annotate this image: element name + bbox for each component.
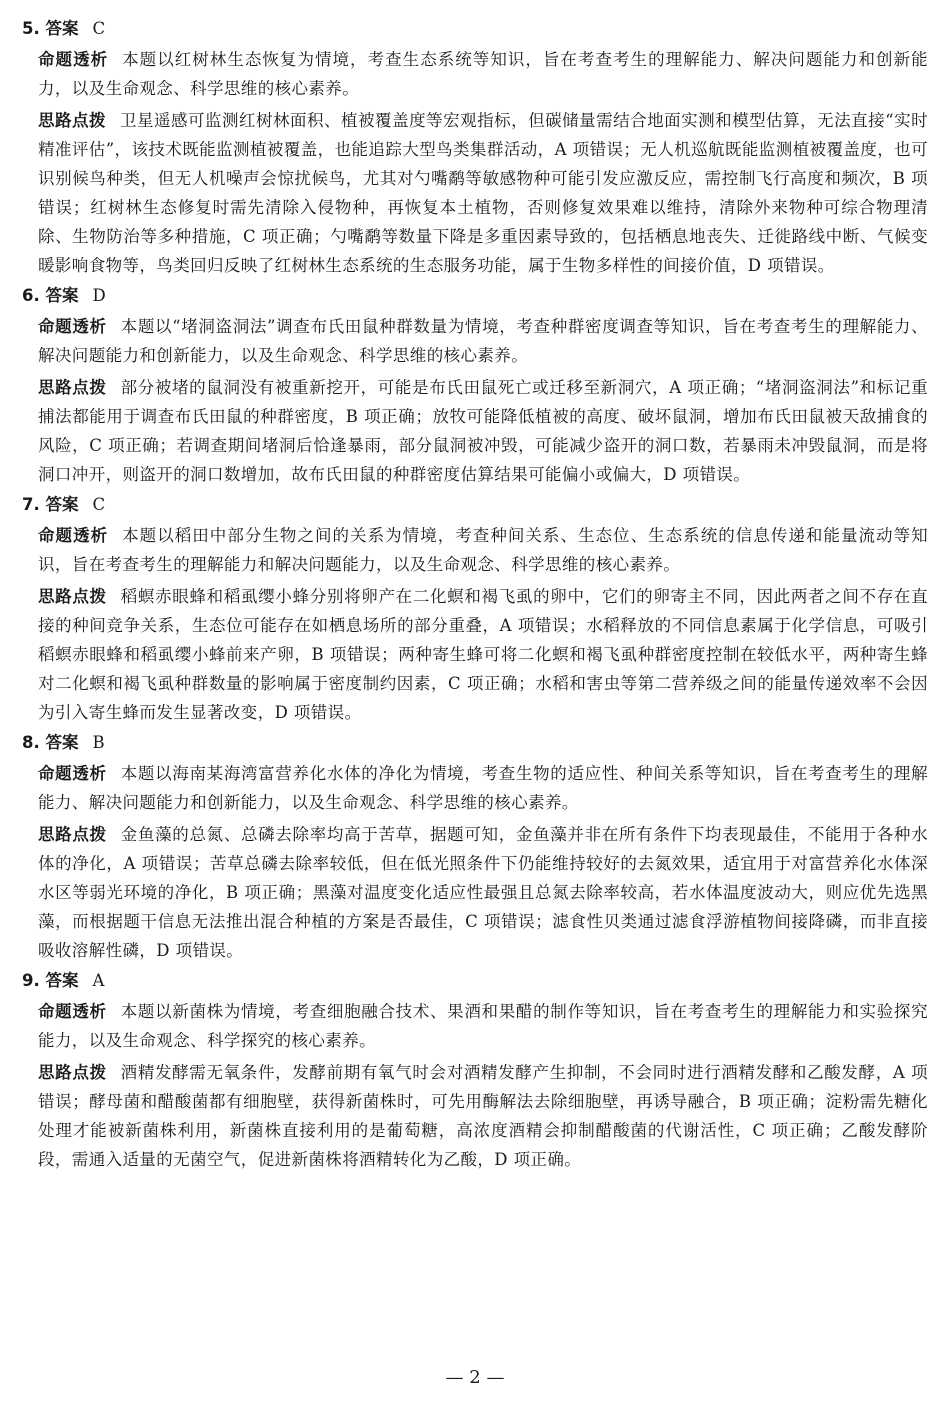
intent-paragraph	[22, 312, 928, 370]
answer-item-5	[22, 16, 928, 280]
answer-value: C	[92, 495, 106, 514]
answer-label: 9. 答案	[22, 971, 79, 990]
answer-value: C	[92, 19, 106, 38]
answer-value: D	[92, 286, 106, 305]
answer-line	[22, 492, 928, 518]
answer-line	[22, 283, 928, 309]
intent-paragraph	[22, 997, 928, 1055]
hint-label: 思路点拨	[38, 378, 107, 397]
hint-label: 思路点拨	[38, 587, 107, 606]
hint-paragraph	[22, 106, 928, 280]
answer-label: 8. 答案	[22, 733, 79, 752]
answer-label: 6. 答案	[22, 286, 79, 305]
answer-item-8	[22, 730, 928, 965]
intent-paragraph	[22, 45, 928, 103]
answer-value: B	[92, 733, 105, 752]
answer-line	[22, 16, 928, 42]
intent-text: 本题以海南某海湾富营养化水体的净化为情境，考查生物的适应性、种间关系等知识，旨在考查考生的理解能力、解决问题能力和创新能力，以及生命观念、科学思维的核心素养。	[38, 764, 928, 812]
answer-value: A	[92, 971, 105, 990]
answer-label: 7. 答案	[22, 495, 79, 514]
intent-paragraph	[22, 521, 928, 579]
hint-label: 思路点拨	[38, 825, 107, 844]
answer-line	[22, 730, 928, 756]
hint-text: 部分被堵的鼠洞没有被重新挖开，可能是布氏田鼠死亡或迁移至新洞穴，A 项正确；“堵洞盗洞法”和标记重捕法都能用于调查布氏田鼠的种群密度，B 项正确；放牧可能降低植被的高度、破坏鼠洞，增加布氏田鼠被天敌捕食的风险，C 项正确；若调查期间堵洞后恰逢暴雨，部分鼠洞被冲毁，可能减少盗开的洞口数，若暴雨未冲毁鼠洞，而是将洞口冲开，则盗开的洞口数增加，故布氏田鼠的种群密度估算结果可能偏小或偏大，D 项错误。	[38, 378, 928, 484]
intent-label: 命题透析	[38, 317, 107, 336]
hint-paragraph	[22, 373, 928, 489]
hint-paragraph	[22, 820, 928, 965]
intent-text: 本题以“堵洞盗洞法”调查布氏田鼠种群数量为情境，考查种群密度调查等知识，旨在考查考生的理解能力、解决问题能力和创新能力，以及生命观念、科学思维的核心素养。	[38, 317, 928, 365]
hint-label: 思路点拨	[38, 1063, 107, 1082]
hint-paragraph	[22, 1058, 928, 1174]
intent-text: 本题以红树林生态恢复为情境，考查生态系统等知识，旨在考查考生的理解能力、解决问题能力和创新能力，以及生命观念、科学思维的核心素养。	[38, 50, 928, 98]
hint-label: 思路点拨	[38, 111, 107, 130]
hint-text: 酒精发酵需无氧条件，发酵前期有氧气时会对酒精发酵产生抑制，不会同时进行酒精发酵和乙酸发酵，A 项错误；酵母菌和醋酸菌都有细胞壁，获得新菌株时，可先用酶解法去除细胞壁，再诱导融合，B 项正确；淀粉需先糖化处理才能被新菌株利用，新菌株直接利用的是葡萄糖，高浓度酒精会抑制醋酸菌的代谢活性，C 项正确；乙酸发酵阶段，需通入适量的无菌空气，促进新菌株将酒精转化为乙酸，D 项正确。	[38, 1063, 928, 1169]
page-number: — 2 —	[445, 1367, 505, 1388]
answer-item-9	[22, 968, 928, 1174]
hint-text: 稻螟赤眼蜂和稻虱缨小蜂分别将卵产在二化螟和褐飞虱的卵中，它们的卵寄主不同，因此两者之间不存在直接的种间竞争关系，生态位可能存在如栖息场所的部分重叠，A 项错误；水稻释放的不同信息素属于化学信息，可吸引稻螟赤眼蜂和稻虱缨小蜂前来产卵，B 项错误；两种寄生蜂可将二化螟和褐飞虱种群密度控制在较低水平，两种寄生蜂对二化螟和褐飞虱种群数量的影响属于密度制约因素，C 项正确；水稻和害虫等第二营养级之间的能量传递效率不会因为引入寄生蜂而发生显著改变，D 项错误。	[38, 587, 928, 722]
answer-item-7	[22, 492, 928, 727]
answer-item-6	[22, 283, 928, 489]
intent-label: 命题透析	[38, 1002, 107, 1021]
hint-text: 金鱼藻的总氮、总磷去除率均高于苦草，据题可知，金鱼藻并非在所有条件下均表现最佳，不能用于各种水体的净化，A 项错误；苦草总磷去除率较低，但在低光照条件下仍能维持较好的去氮效果，适宜用于对富营养化水体深水区等弱光环境的净化，B 项正确；黑藻对温度变化适应性最强且总氮去除率较高，若水体温度波动大，则应优先选黑藻，而根据题干信息无法推出混合种植的方案是否最佳，C 项错误；滤食性贝类通过滤食浮游植物间接降磷，而非直接吸收溶解性磷，D 项错误。	[38, 825, 928, 960]
answer-line	[22, 968, 928, 994]
intent-text: 本题以新菌株为情境，考查细胞融合技术、果酒和果醋的制作等知识，旨在考查考生的理解能力和实验探究能力，以及生命观念、科学探究的核心素养。	[38, 1002, 928, 1050]
intent-label: 命题透析	[38, 764, 107, 783]
answer-label: 5. 答案	[22, 19, 79, 38]
intent-label: 命题透析	[38, 526, 109, 545]
intent-text: 本题以稻田中部分生物之间的关系为情境，考查种间关系、生态位、生态系统的信息传递和能量流动等知识，旨在考查考生的理解能力和解决问题能力，以及生命观念、科学思维的核心素养。	[38, 526, 928, 574]
hint-paragraph	[22, 582, 928, 727]
hint-text: 卫星遥感可监测红树林面积、植被覆盖度等宏观指标，但碳储量需结合地面实测和模型估算，无法直接“实时精准评估”，该技术既能监测植被覆盖，也能追踪大型鸟类集群活动，A 项错误；无人机巡航既能监测植被覆盖度，也可识别候鸟种类，但无人机噪声会惊扰候鸟，尤其对勺嘴鹬等敏感物种可能引发应激反应，需控制飞行高度和频次，B 项错误；红树林生态修复时需先清除入侵物种，再恢复本土植物，否则修复效果难以维持，清除外来物种可综合物理清除、生物防治等多种措施，C 项正确；勺嘴鹬等数量下降是多重因素导致的，包括栖息地丧失、迁徙路线中断、气候变暖影响食物等，鸟类回归反映了红树林生态系统的生态服务功能，属于生物多样性的间接价值，D 项错误。	[38, 111, 928, 275]
intent-paragraph	[22, 759, 928, 817]
intent-label: 命题透析	[38, 50, 109, 69]
